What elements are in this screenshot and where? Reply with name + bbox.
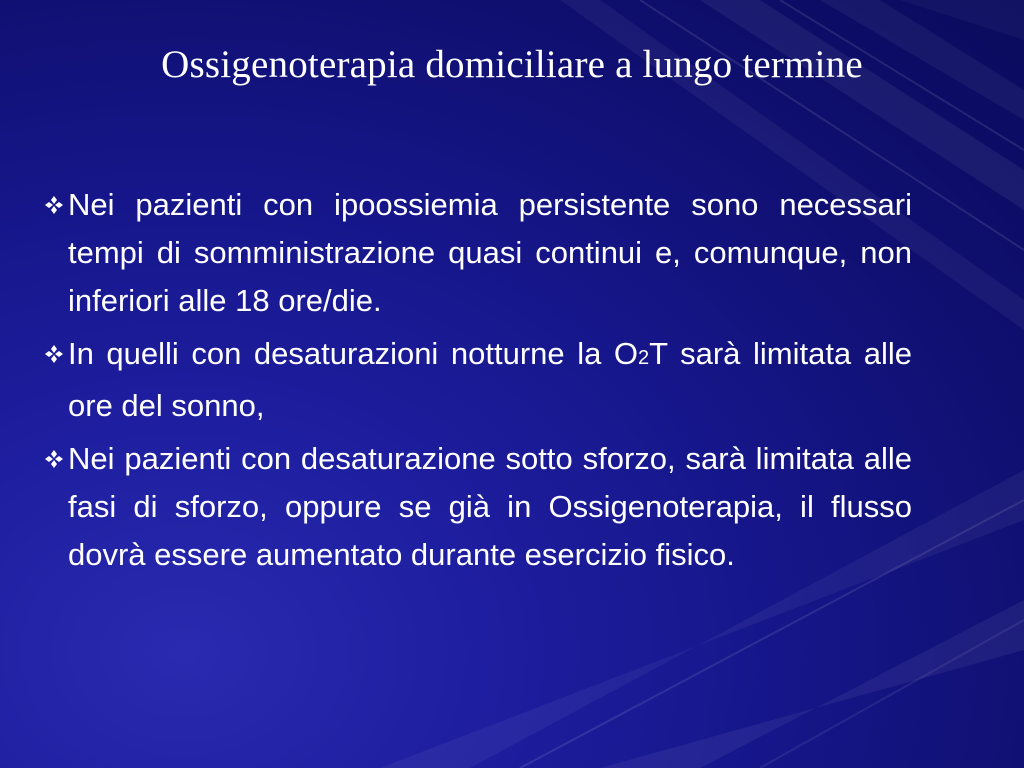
bullet-item	[68, 330, 912, 430]
subscript-two: 2	[638, 347, 650, 369]
four-diamond-star-icon	[44, 195, 64, 215]
bullet-item	[68, 435, 912, 579]
bullet-text: Nei pazienti con desaturazione sotto sforzo, sarà limitata alle fasi di sforzo, oppure se già in Ossigenoterapia, il flusso dovrà essere aumentato durante esercizio fisico.	[68, 441, 912, 572]
four-diamond-star-icon	[44, 449, 64, 469]
slide-title: Ossigenoterapia domiciliare a lungo termine	[161, 43, 863, 86]
bullet-text-before: In quelli con desaturazioni notturne la O	[68, 336, 639, 371]
four-diamond-star-icon	[44, 344, 64, 364]
bullet-item	[68, 181, 912, 325]
bullet-list	[68, 181, 912, 584]
bullet-text-after: T sarà limitata alle ore del sonno,	[68, 336, 912, 423]
bullet-text: Nei pazienti con ipoossiemia persistente sono necessari tempi di somministrazione quasi continui e, comunque, non inferiori alle 18 ore/die.	[68, 187, 912, 318]
